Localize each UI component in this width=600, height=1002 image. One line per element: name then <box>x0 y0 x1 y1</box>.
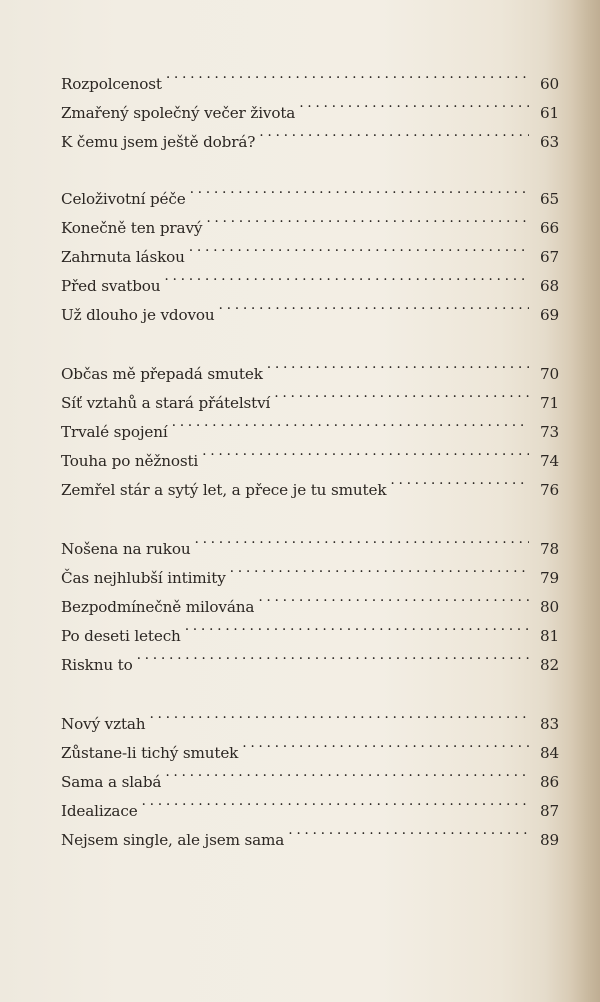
entry-title: Celoživotní péče <box>61 190 186 208</box>
toc-entry <box>61 437 559 470</box>
dot-leader <box>259 118 529 147</box>
dot-leader <box>166 60 529 89</box>
entry-title: Nošena na rukou <box>61 540 191 558</box>
dot-leader <box>190 175 529 204</box>
toc-entry <box>61 641 559 674</box>
entry-title: Zmařený společný večer života <box>61 104 296 122</box>
entry-page-number: 76 <box>539 481 559 499</box>
toc-section-3 <box>61 350 559 499</box>
entry-page-number: 82 <box>539 656 559 674</box>
entry-page-number: 61 <box>539 104 559 122</box>
dot-leader <box>189 233 529 262</box>
toc-entry <box>61 583 559 616</box>
toc-entry <box>61 408 559 441</box>
entry-page-number: 79 <box>539 569 559 587</box>
entry-title: Už dlouho je vdovou <box>61 306 215 324</box>
dot-leader <box>230 554 529 583</box>
toc-entry <box>61 525 559 558</box>
entry-page-number: 66 <box>539 219 559 237</box>
entry-page-number: 86 <box>539 773 559 791</box>
dot-leader <box>219 291 529 320</box>
dot-leader <box>185 612 529 641</box>
entry-title: Před svatbou <box>61 277 161 295</box>
toc-section-5 <box>61 700 559 849</box>
entry-title: Zůstane-li tichý smutek <box>61 744 239 762</box>
entry-page-number: 68 <box>539 277 559 295</box>
entry-page-number: 83 <box>539 715 559 733</box>
toc-entry <box>61 233 559 266</box>
entry-title: Síť vztahů a stará přátelství <box>61 394 271 412</box>
entry-page-number: 65 <box>539 190 559 208</box>
entry-page-number: 87 <box>539 802 559 820</box>
toc-section-1 <box>61 60 559 151</box>
entry-page-number: 74 <box>539 452 559 470</box>
dot-leader <box>202 437 529 466</box>
toc-entry <box>61 700 559 733</box>
entry-page-number: 80 <box>539 598 559 616</box>
dot-leader <box>206 204 529 233</box>
toc-entry <box>61 89 559 122</box>
toc-section-2 <box>61 175 559 324</box>
entry-title: Konečně ten pravý <box>61 219 203 237</box>
toc-entry <box>61 758 559 791</box>
dot-leader <box>137 641 529 670</box>
toc-entry <box>61 204 559 237</box>
dot-leader <box>390 466 529 495</box>
entry-page-number: 67 <box>539 248 559 266</box>
toc-entry <box>61 118 559 151</box>
entry-title: K čemu jsem ještě dobrá? <box>61 133 256 151</box>
entry-title: Sama a slabá <box>61 773 162 791</box>
toc-entry <box>61 60 559 93</box>
toc-entry <box>61 554 559 587</box>
entry-title: Zemřel stár a sytý let, a přece je tu smutek <box>61 481 387 499</box>
entry-title: Občas mě přepadá smutek <box>61 365 263 383</box>
toc-entry <box>61 262 559 295</box>
toc-section-4 <box>61 525 559 674</box>
entry-page-number: 84 <box>539 744 559 762</box>
entry-page-number: 63 <box>539 133 559 151</box>
dot-leader <box>194 525 529 554</box>
toc-entry <box>61 379 559 412</box>
dot-leader <box>299 89 529 118</box>
entry-page-number: 60 <box>539 75 559 93</box>
dot-leader <box>288 816 529 845</box>
entry-page-number: 70 <box>539 365 559 383</box>
entry-page-number: 81 <box>539 627 559 645</box>
entry-page-number: 69 <box>539 306 559 324</box>
table-of-contents <box>61 0 559 1002</box>
dot-leader <box>274 379 529 408</box>
entry-title: Zahrnuta láskou <box>61 248 185 266</box>
dot-leader <box>164 262 529 291</box>
dot-leader <box>267 350 529 379</box>
entry-title: Rozpolcenost <box>61 75 162 93</box>
toc-entry <box>61 466 559 499</box>
entry-title: Touha po něžnosti <box>61 452 199 470</box>
entry-title: Čas nejhlubší intimity <box>61 569 226 587</box>
toc-entry <box>61 175 559 208</box>
entry-title: Risknu to <box>61 656 133 674</box>
dot-leader <box>172 408 529 437</box>
entry-title: Bezpodmínečně milována <box>61 598 255 616</box>
entry-page-number: 73 <box>539 423 559 441</box>
toc-entry <box>61 291 559 324</box>
toc-entry <box>61 787 559 820</box>
dot-leader <box>165 758 529 787</box>
toc-entry <box>61 612 559 645</box>
dot-leader <box>242 729 529 758</box>
entry-page-number: 89 <box>539 831 559 849</box>
dot-leader <box>149 700 529 729</box>
entry-title: Nový vztah <box>61 715 146 733</box>
entry-title: Trvalé spojení <box>61 423 168 441</box>
toc-entry <box>61 350 559 383</box>
dot-leader <box>142 787 529 816</box>
toc-entry <box>61 816 559 849</box>
entry-page-number: 78 <box>539 540 559 558</box>
entry-title: Idealizace <box>61 802 138 820</box>
entry-title: Nejsem single, ale jsem sama <box>61 831 285 849</box>
dot-leader <box>258 583 529 612</box>
toc-entry <box>61 729 559 762</box>
entry-page-number: 71 <box>539 394 559 412</box>
entry-title: Po deseti letech <box>61 627 181 645</box>
